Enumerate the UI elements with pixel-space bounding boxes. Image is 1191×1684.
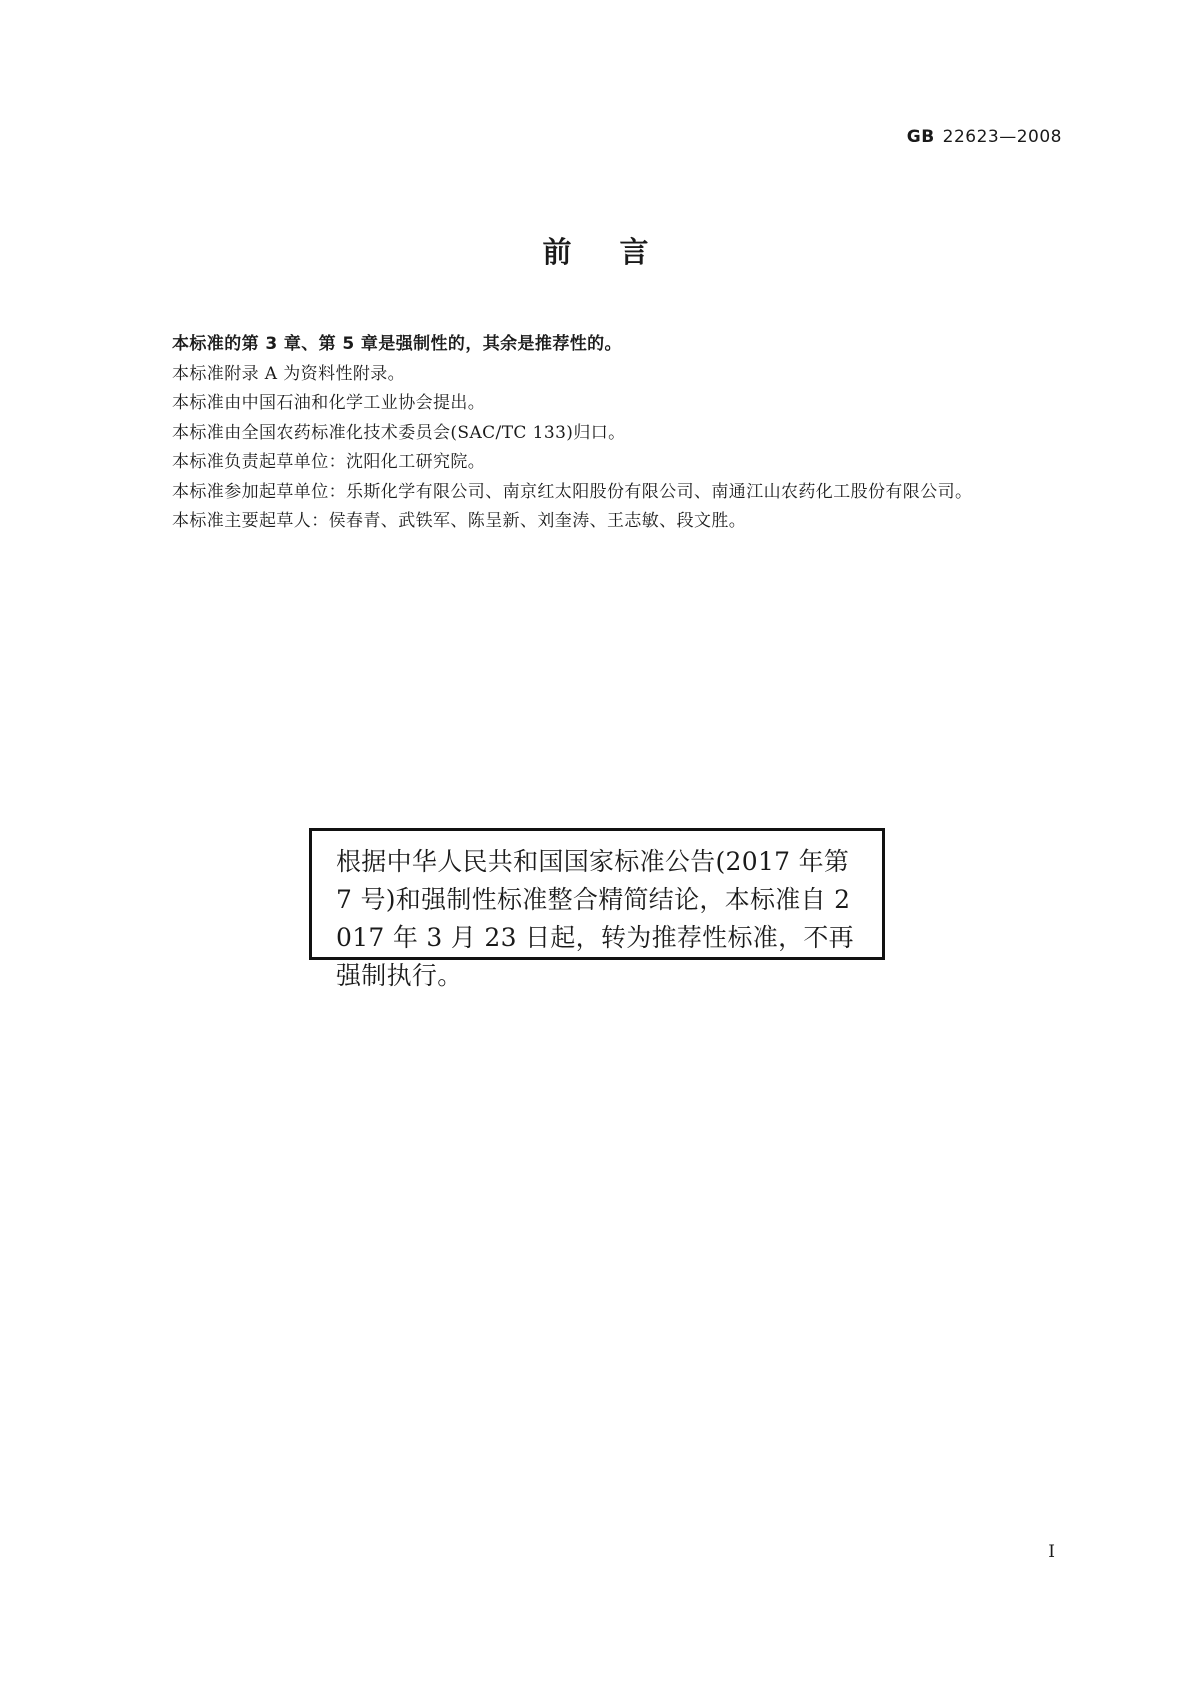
- foreword-body: [133, 330, 1061, 537]
- notice-box: [309, 828, 885, 990]
- standard-prefix: GB: [906, 127, 935, 147]
- drafting-unit-paragraph: 本标准负责起草单位：沈阳化工研究院。: [172, 452, 486, 472]
- notice-text: 根据中华人民共和国国家标准公告(2017 年第 7 号)和强制性标准整合精简结论，本标准自 2017 年 3 月 23 日起，转为推荐性标准，不再强制执行。: [336, 847, 854, 990]
- standard-number: [907, 127, 1062, 147]
- participating-units-paragraph: 本标准参加起草单位：乐斯化学有限公司、南京红太阳股份有限公司、南通江山农药化工股份有限公司。: [172, 481, 973, 502]
- mandatory-clause-paragraph: 本标准的第 3 章、第 5 章是强制性的，其余是推荐性的。: [172, 334, 622, 354]
- page-title: 前言: [542, 235, 697, 269]
- committee-paragraph: 本标准由全国农药标准化技术委员会(SAC/TC 133)归口。: [172, 422, 626, 443]
- standard-code: 22623—2008: [942, 127, 1062, 147]
- page-number: I: [1048, 1542, 1055, 1562]
- annex-paragraph: 本标准附录 A 为资料性附录。: [172, 363, 406, 384]
- proposer-paragraph: 本标准由中国石油和化学工业协会提出。: [172, 393, 486, 413]
- drafters-paragraph: 本标准主要起草人：侯春青、武铁军、陈呈新、刘奎涛、王志敏、段文胜。: [172, 511, 747, 531]
